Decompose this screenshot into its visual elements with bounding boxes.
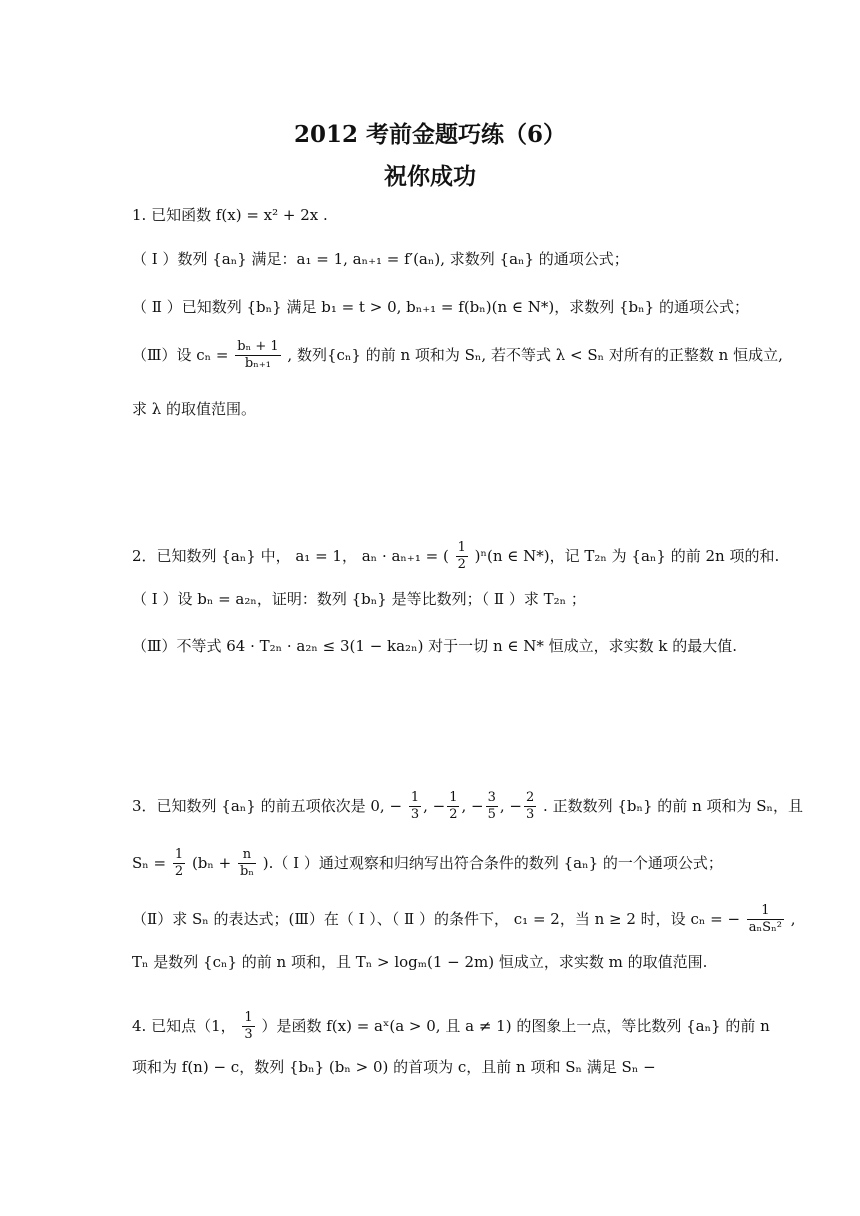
fraction-numerator: n xyxy=(238,847,256,864)
document-title: 2012 考前金题巧练（6） xyxy=(293,121,567,148)
fraction-numerator: 1 xyxy=(173,847,185,864)
fraction xyxy=(238,847,256,881)
q1-part3-post: , 数列{cₙ} 的前 n 项和为 Sₙ, 若不等式 λ < Sₙ 对所有的正整数 n 恒成立, xyxy=(287,345,783,364)
fraction-denominator: aₙSₙ² xyxy=(748,920,782,936)
q3-line2 xyxy=(132,847,723,881)
fraction-numerator: 3 xyxy=(486,790,498,807)
fraction-denominator: 2 xyxy=(457,557,466,573)
q1-part3-cont: 求 λ 的取值范围。 xyxy=(132,400,257,418)
q2-line2: （ Ⅰ ）设 bₙ = a₂ₙ，证明：数列 {bₙ} 是等比数列；（ Ⅱ ）求 T₂ₙ ； xyxy=(132,590,586,608)
fraction xyxy=(486,790,498,824)
q3-line2-mid: (bₙ + xyxy=(191,853,232,872)
fraction-denominator: 2 xyxy=(449,807,458,823)
fraction xyxy=(456,540,468,574)
q3-sep: , − xyxy=(423,796,446,815)
fraction-numerator: 1 xyxy=(409,790,421,807)
q2-line3: （Ⅲ）不等式 64 · T₂ₙ · a₂ₙ ≤ 3(1 − ka₂ₙ) 对于一切 n ∈ N* 恒成立，求实数 k 的最大值. xyxy=(132,637,738,655)
fraction-numerator: bₙ + 1 xyxy=(235,339,280,356)
q4-line1 xyxy=(132,1010,770,1044)
fraction xyxy=(242,1010,254,1044)
q3-sep: , − xyxy=(461,796,484,815)
q2-line1 xyxy=(132,540,779,574)
q3-line2-post: ).（ Ⅰ ）通过观察和归纳写出符合条件的数列 {aₙ} 的一个通项公式； xyxy=(262,853,723,872)
q1-intro: 1. 已知函数 f(x) = x² + 2x . xyxy=(132,206,328,224)
q2-line1-post: )ⁿ(n ∈ N*)，记 T₂ₙ 为 {aₙ} 的前 2n 项的和. xyxy=(474,546,780,565)
fraction-numerator: 1 xyxy=(447,790,459,807)
fraction-numerator: 1 xyxy=(456,540,468,557)
q3-sep: , − xyxy=(499,796,522,815)
fraction xyxy=(173,847,185,881)
q4-line2: 项和为 f(n) − c，数列 {bₙ} (bₙ > 0) 的首项为 c，且前 n 项和 Sₙ 满足 Sₙ − xyxy=(132,1058,656,1076)
fraction-numerator: 2 xyxy=(524,790,536,807)
fraction-denominator: bₙ₊₁ xyxy=(244,356,271,372)
q4-line1-pre: 4. 已知点（1， xyxy=(132,1016,236,1035)
fraction-denominator: 5 xyxy=(487,807,496,823)
fraction xyxy=(447,790,459,824)
fraction xyxy=(747,903,784,937)
q3-line1-pre: 3．已知数列 {aₙ} 的前五项依次是 0, − xyxy=(132,796,403,815)
fraction xyxy=(235,339,280,373)
fraction-numerator: 1 xyxy=(242,1010,254,1027)
q3-line3-pre: （Ⅱ）求 Sₙ 的表达式；(Ⅲ）在（ Ⅰ ）、（ Ⅱ ）的条件下， c₁ = 2，当 n ≥ 2 时，设 cₙ = − xyxy=(132,909,741,928)
fraction-denominator: 3 xyxy=(410,807,420,823)
fraction-denominator: 3 xyxy=(244,1027,253,1043)
fraction xyxy=(524,790,536,824)
fraction xyxy=(409,790,421,824)
fraction-denominator: bₙ xyxy=(240,864,254,880)
q1-part3 xyxy=(132,339,783,373)
q3-line2-pre: Sₙ = xyxy=(132,853,167,872)
q3-line1-post: . 正数数列 {bₙ} 的前 n 项和为 Sₙ，且 xyxy=(543,796,804,815)
fraction-numerator: 1 xyxy=(747,903,784,920)
q1-part2: （ Ⅱ ）已知数列 {bₙ} 满足 b₁ = t > 0, bₙ₊₁ = f(bₙ)(n ∈ N*)，求数列 {bₙ} 的通项公式； xyxy=(132,298,749,316)
fraction-denominator: 2 xyxy=(174,864,184,880)
q2-line1-pre: 2．已知数列 {aₙ} 中， a₁ = 1， aₙ · aₙ₊₁ = ( xyxy=(132,546,449,565)
q3-line4: Tₙ 是数列 {cₙ} 的前 n 项和，且 Tₙ > logₘ(1 − 2m) 恒成立，求实数 m 的取值范围. xyxy=(132,953,708,971)
q1-part1: （ Ⅰ ）数列 {aₙ} 满足：a₁ = 1, aₙ₊₁ = f′(aₙ), 求数列 {aₙ} 的通项公式； xyxy=(132,250,629,268)
q1-part3-pre: （Ⅲ）设 cₙ = xyxy=(132,345,229,364)
fraction-denominator: 3 xyxy=(525,807,535,823)
q3-line3 xyxy=(132,903,795,937)
document-subtitle: 祝你成功 xyxy=(384,163,476,190)
q4-line1-post: ）是函数 f(x) = aˣ(a > 0, 且 a ≠ 1) 的图象上一点，等比数列 {aₙ} 的前 n xyxy=(261,1016,770,1035)
q3-line1 xyxy=(132,790,803,824)
q3-line3-post: , xyxy=(790,909,796,928)
